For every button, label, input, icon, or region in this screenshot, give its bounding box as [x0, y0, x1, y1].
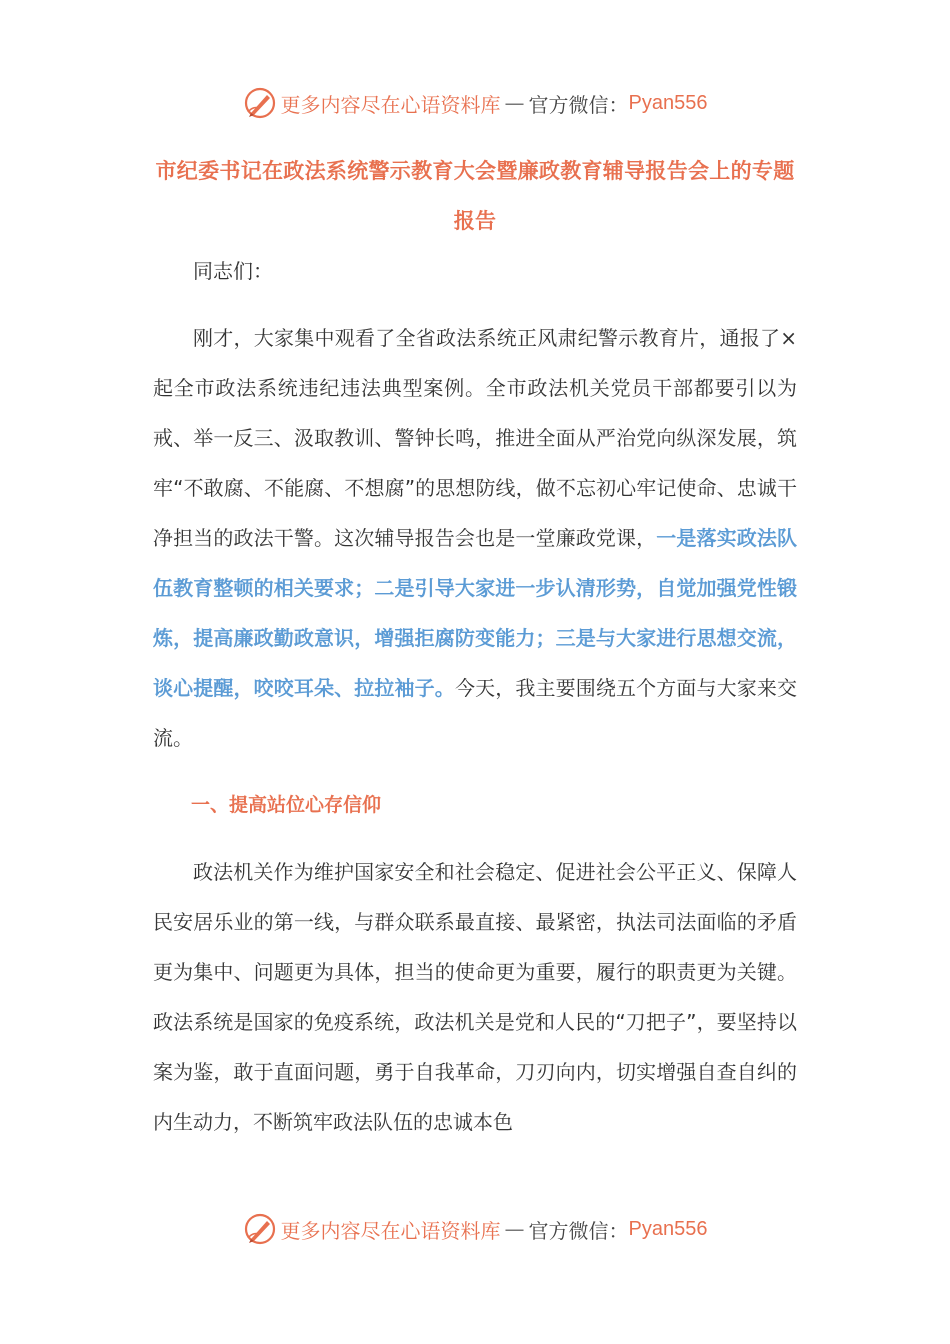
paragraph-1-closing: 今天，我主要围绕五个方面与大家来交流。 — [153, 676, 798, 750]
banner-text: 更多内容尽在心语资料库 — [280, 92, 501, 117]
banner-wechat-label: 官方微信： — [528, 92, 629, 117]
banner-dash: — — [504, 91, 525, 115]
paragraph-1-text: 刚才，大家集中观看了全省政法系统正风肃纪警示教育片，通报了×起全市政法系统违纪违法典型案例。全市政法机关党员干部都要引以为戒、举一反三、汲取教训、警钟长鸣，推进全面从严治党向纵深发展，筑牢“不敢腐、不能腐、不想腐”的思想防线，做不忘初心牢记使命、忠诚干净担当的政法干警。这次辅导报告会也是一堂廉政党课， — [153, 326, 797, 550]
document-title: 市纪委书记在政法系统警示教育大会暨廉政教育辅导报告会上的专题报告 — [155, 159, 795, 233]
section-heading-1: 一、提高站位心存信仰 — [191, 794, 382, 816]
paragraph-1 — [153, 313, 797, 763]
pen-logo-icon — [243, 86, 277, 120]
banner-wechat-id: Pyan556 — [628, 91, 708, 114]
paragraph-2: 政法机关作为维护国家安全和社会稳定、促进社会公平正义、保障人民安居乐业的第一线，与群众联系最直接、最紧密，执法司法面临的矛盾更为集中、问题更为具体，担当的使命更为重要，履行的职责更为关键。政法系统是国家的免疫系统，政法机关是党和人民的“刀把子”，要坚持以案为鉴，敢于直面问题，勇于自我革命，刀刃向内，切实增强自查自纠的内生动力，不断筑牢政法队伍的忠诚本色 — [153, 860, 797, 1134]
greeting: 同志们： — [193, 259, 273, 283]
banner-text: 更多内容尽在心语资料库 — [280, 1218, 501, 1243]
header-banner — [0, 83, 950, 123]
banner-wechat-id: Pyan556 — [628, 1217, 708, 1240]
paragraph-1-emphasis: 一是落实政法队伍教育整顿的相关要求；二是引导大家进一步认清形势，自觉加强党性锻炼，提高廉政勤政意识，增强拒腐防变能力；三是与大家进行思想交流，谈心提醒，咬咬耳朵、拉拉袖子。 — [153, 526, 798, 700]
footer-banner — [0, 1209, 950, 1249]
document-body — [153, 146, 797, 1147]
banner-wechat-label: 官方微信： — [528, 1218, 629, 1243]
pen-logo-icon — [243, 1212, 277, 1246]
banner-dash: — — [504, 1217, 525, 1241]
